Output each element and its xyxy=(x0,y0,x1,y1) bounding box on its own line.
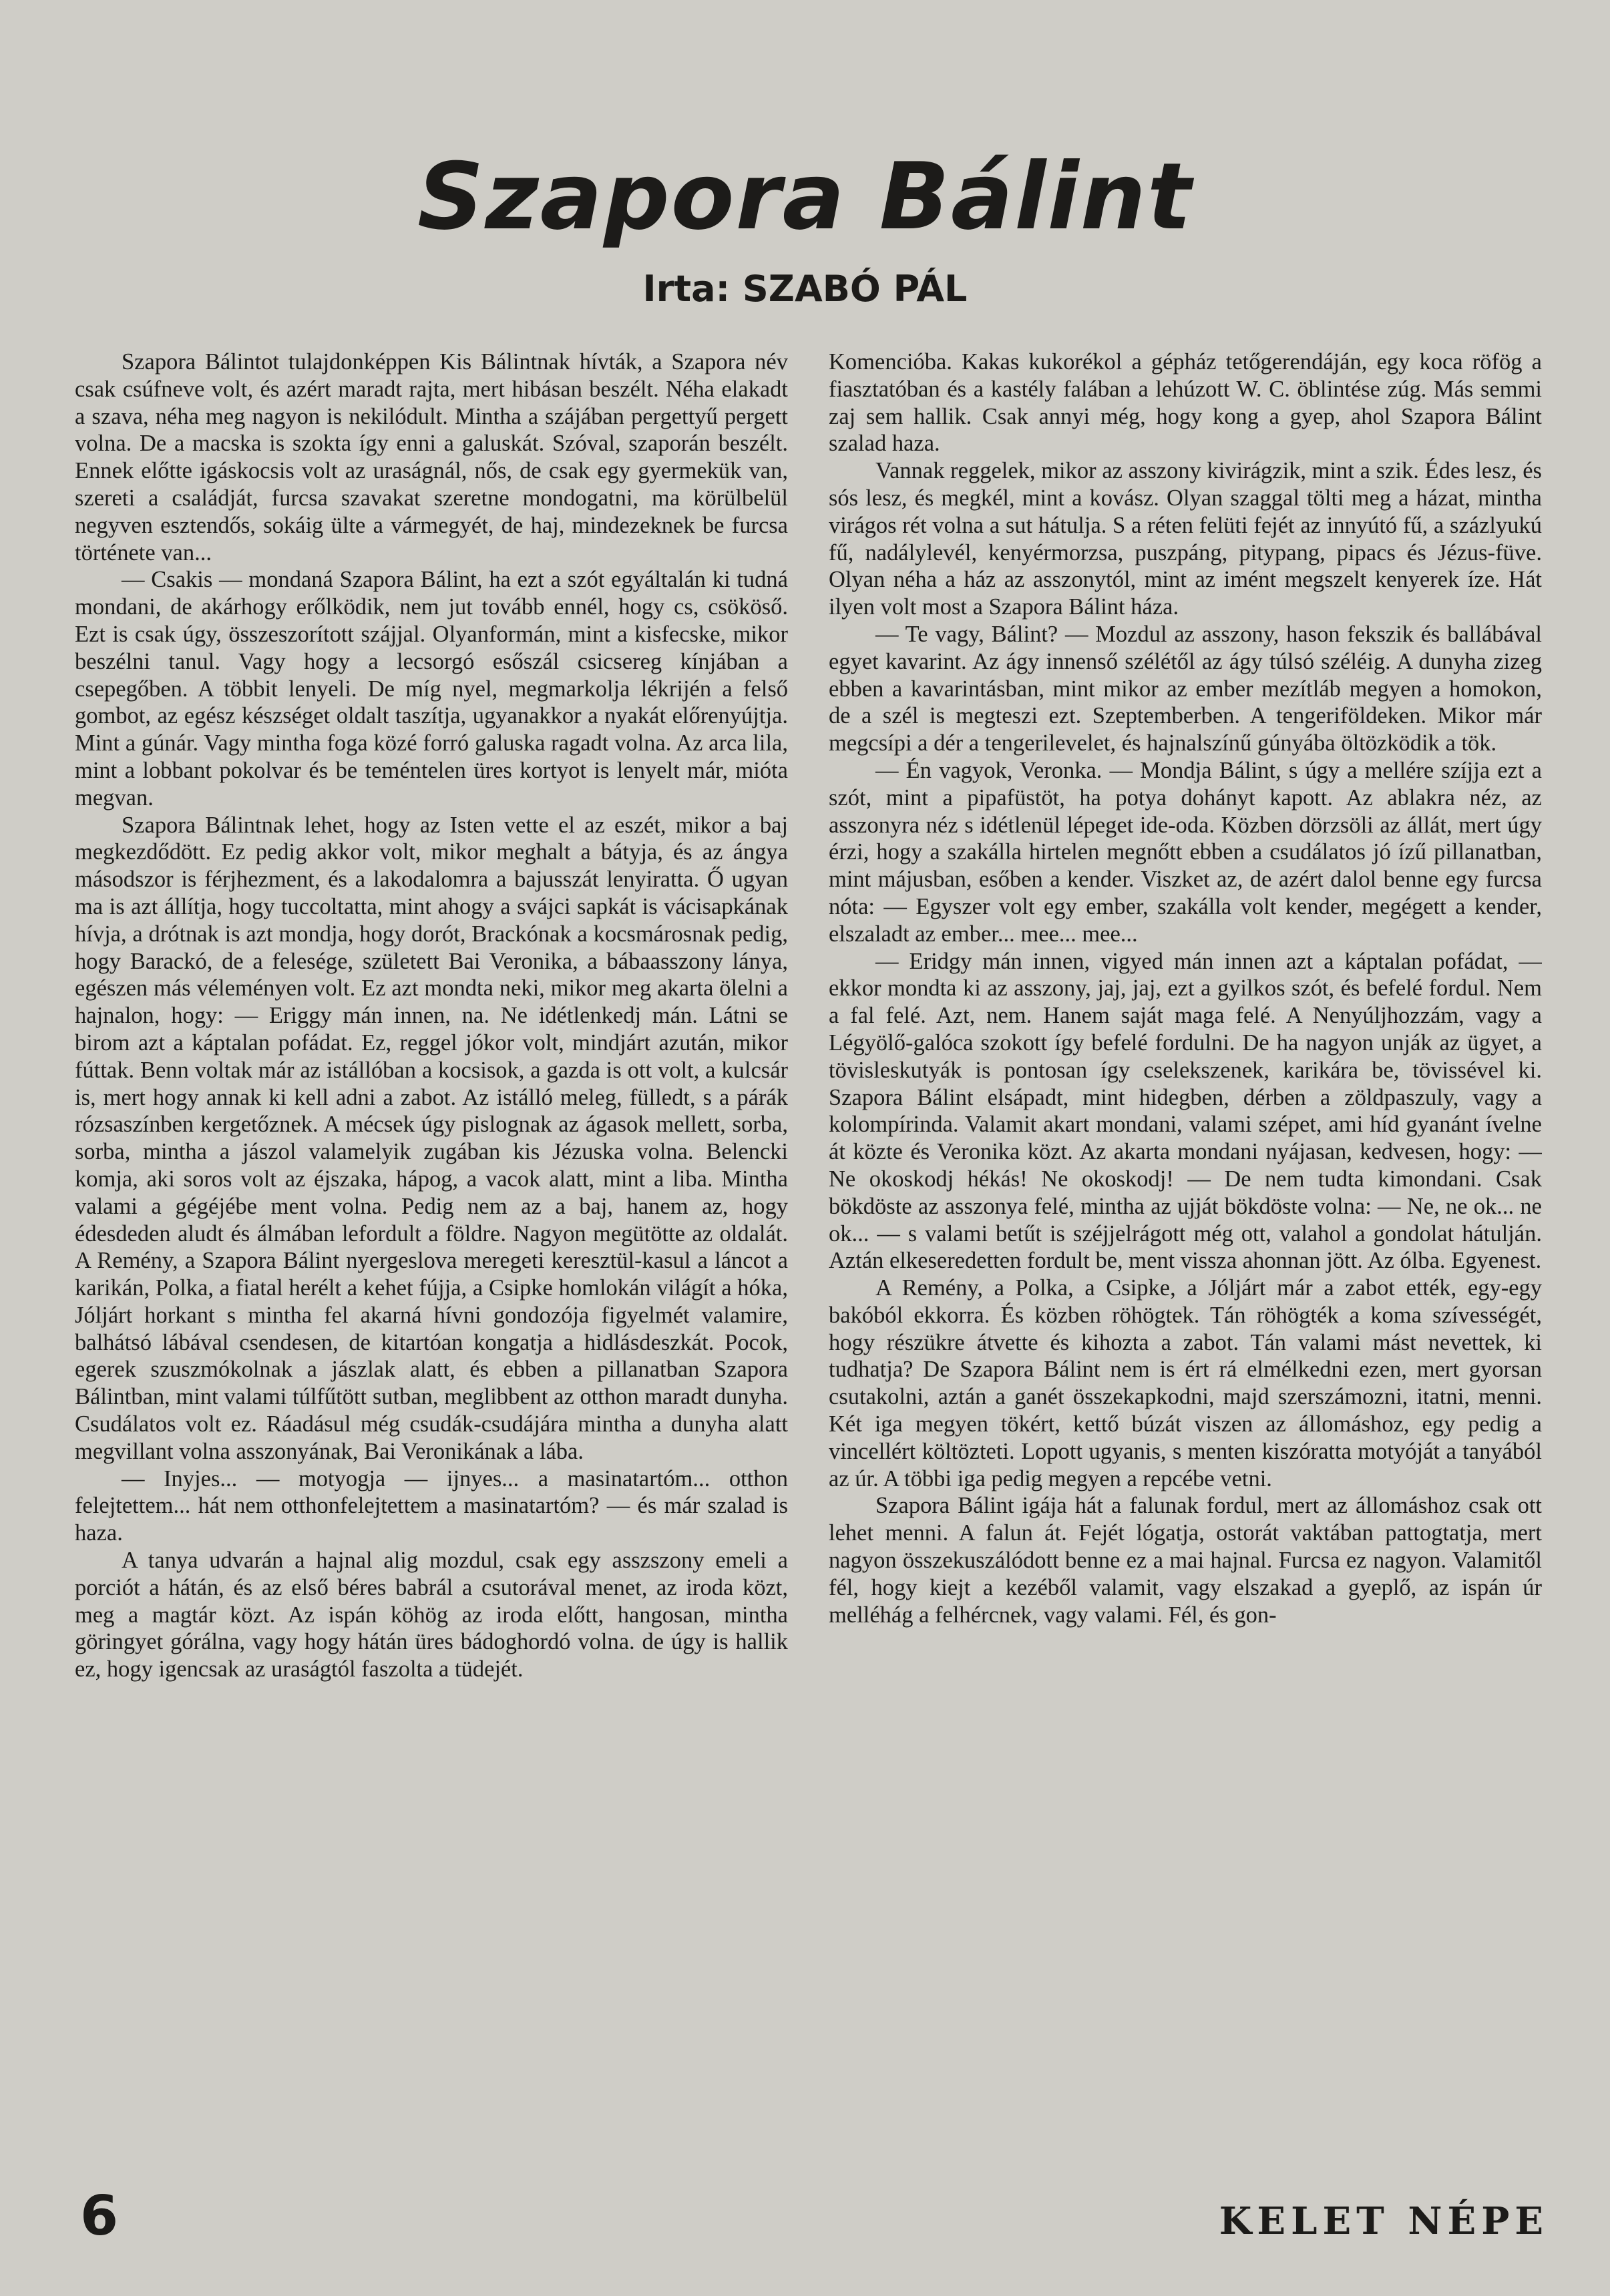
paragraph: A tanya udvarán a hajnal alig mozdul, csak egy asszszony emeli a porciót a hátán, és az első béres babrál a csutorával menet, az iroda közt, meg a magtár közt. Az ispán köhög az iroda előtt, hangosan, mintha göringyet górálna, vagy hogy hátán üres bádoghordó volna. de úgy is hallik ez, hogy igencsak az uraságtól faszolta a tüdejét. xyxy=(75,1548,788,1682)
article-byline: Irta: SZABÓ PÁL xyxy=(642,268,968,310)
paragraph: A Remény, a Polka, a Csipke, a Jóljárt már a zabot ették, egy-egy bakóból ekkorra. És közben röhögtek. Tán röhögték a koma szívességét, hogy részükre átvette és kihozta a zabot. Tán valami mást nevettek, ki tudhatja? De Szapora Bálint nem is ért rá elmélkedni ezen, mert gyorsan csutakolni, aztán a ganét összekapkodni, majd szerszámozni, itatni, menni. Két iga megyen tökért, kettő búzát viszen az állomáshoz, egy pedig a vincellért költözteti. Lopott ugyanis, s menten kiszóratta motyóját a tanyából az úr. A többi iga pedig megyen a repcébe vetni. xyxy=(829,1275,1542,1491)
left-column xyxy=(75,349,788,2171)
paragraph: — Én vagyok, Veronka. — Mondja Bálint, s úgy a mellére szíjja ezt a szót, mint a pipafüstöt, ha potya dohányt kapott. Az ablakra néz, az asszonyra néz s idétlenül lépeget ide-oda. Közben dörzsöli az állát, mert úgy érzi, hogy a szakálla hirtelen megnőtt ebben a csudálatos jó ízű pillanatban, mint májusban, esőben a kender. Viszket az, de azért dalol benne egy furcsa nóta: — Egyszer volt egy ember, szakálla volt kender, megégett a kender, elszaladt az ember... mee... mee... xyxy=(829,757,1542,947)
paragraph: Komencióba. Kakas kukorékol a gépház tetőgerendáján, egy koca röfög a fiasztatóban és a kastély falában a lehúzott W. C. öblintése zúg. Más semmi zaj sem hallik. Csak annyi még, hogy kong a gyep, ahol Szapora Bálint szalad haza. xyxy=(829,349,1542,457)
magazine-name: KELET NÉPE xyxy=(1219,2199,1549,2243)
page-number: 6 xyxy=(80,2185,119,2248)
paragraph: — Eridgy mán innen, vigyed mán innen azt a káptalan pofádat, — ekkor mondta ki az asszony, jaj, jaj, ezt a gyilkos szót, és befelé fordul. Nem a fal felé. Azt, nem. Hanem saját maga felé. A Nenyúljhozzám, vagy a Légyölő-galóca szokott így befelé fordulni. De ha nagyon unják az ügyet, a tövisleskutyák is pontosan így cselekszenek, karikára be, tövissével ki. Szapora Bálint elsápadt, mint hidegben, dérben a zöldpaszuly, vagy a kolompírinda. Valamit akart mondani, valami szépet, ami híd gyanánt ívelne át közte és Veronika közt. Az akarta mondani nyájasan, kedvesen, hogy: — Ne okoskodj hékás! Ne okoskodj! — De nem tudta kimondani. Csak bökdöste az asszonya felé, mintha az ujját bökdöste volna: — Ne, ne ok... ne ok... — s valami betűt is széjjelrágott még ott, valahol a gondolat hátulján. Aztán elkeseredetten fordult be, ment vissza ahonnan jött. Az ólba. Egyenest. xyxy=(829,948,1542,1274)
paragraph: — Te vagy, Bálint? — Mozdul az asszony, hason fekszik és ballábával egyet kavarint. Az ágy innenső szélétől az ágy túlsó széléig. A dunyha zizeg ebben a kavarintásban, mint mikor az ember mezítláb megyen a homokon, de a szél is megteszi ezt. Szeptemberben. A tengeriföldeken. Mikor már megcsípi a dér a tengerilevelet, és hajnalszínű gúnyába öltözködik a tök. xyxy=(829,621,1542,756)
paragraph: Szapora Bálintnak lehet, hogy az Isten vette el az eszét, mikor a baj megkezdődött. Ez pedig akkor volt, mikor meghalt a bátyja, és az ángya másodszor is férjhezment, és a lakodalomra a bajusszát lenyiratta. Ő ugyan ma is azt állítja, hogy tuccoltatta, mint ahogy a svájci sapkát is vácisapkának hívja, a drótnak is azt mondja, hogy dorót, Brackónak a kocsmárosnak pedig, hogy Barackó, de a felesége, született Bai Veronika, a bábaasszony lánya, egészen más véleményen volt. Ez azt mondta neki, mikor meg akarta ölelni a hajnalon, hogy: — Eriggy mán innen, na. Ne idétlenkedj mán. Látni se birom azt a káptalan pofádat. Ez, reggel jókor volt, mindjárt azután, mikor fúttak. Benn voltak már az istállóban a kocsisok, a gazda is ott volt, a kulcsár is, mert hogy annak ki kell adni a zabot. Az istálló meleg, fülledt, s a párák rózsaszínben kergetőznek. A mécsek úgy pislognak az ágasok mellett, sorba, sorba, mintha a jászol valamelyik zugában kis Jézuska volna. Belencki komja, aki soros volt az éjszaka, hápog, a vacok alatt, mint a liba. Mintha valami a gégéjébe ment volna. Pedig nem az a baj, hanem az, hogy édesdeden aludt és álmában lefordult a földre. Nagyon megütötte az oldalát. A Remény, a Szapora Bálint nyergeslova meregeti keresztül-kasul a láncot a karikán, Polka, a fiatal herélt a kehet fújja, a Csipke homlokán világít a hóka, Jóljárt horkant s mintha fel akarná hívni gondozója figyelmét valamire, balhátsó lábával csendesen, de kitartóan kongatja a hidlásdeszkát. Pocok, egerek szuszmókolnak a jászlak alatt, és ebben a pillanatban Szapora Bálintban, mint valami túlfűtött sutban, meglibbent az otthon maradt dunyha. Csudálatos volt ez. Ráadásul még csudák-csudájára mintha a dunyha alatt megvillant volna asszonyának, Bai Veronikának a lába. xyxy=(75,812,788,1464)
paragraph: — Csakis — mondaná Szapora Bálint, ha ezt a szót egyáltalán ki tudná mondani, de akárhogy erőlködik, nem jut tovább ennél, hogy cs, csököső. Ezt is csak úgy, összeszorított szájjal. Olyanformán, mint a kisfecske, mikor beszélni tanul. Vagy hogy a lecsorgó esőszál csicsereg kínjában a csepegőben. A többit lenyeli. De míg nyel, megmarkolja lékrijén a felső gombot, az egész készséget oldalt taszítja, ugyanakkor a nyakát előrenyújtja. Mint a gúnár. Vagy mintha foga közé forró galuska ragadt volna. Az arca lila, mint a lobbant pokolvar és be teméntelen üres kortyot is lenyelt már, mióta megvan. xyxy=(75,567,788,811)
paragraph: — Inyjes... — motyogja — ijnyes... a masinatartóm... otthon felejtettem... hát nem otthonfelejtettem a masinatartóm? — és már szalad is haza. xyxy=(75,1465,788,1546)
paragraph: Szapora Bálint igája hát a falunak fordul, mert az állomáshoz csak ott lehet menni. A falun át. Fejét lógatja, ostorát vaktában pattogtatja, mert nagyon összekuszálódott benne ez a mai hajnal. Furcsa ez nagyon. Valamitől fél, hogy kiejt a kezéből valamit, vagy elszakad a gyeplő, az ispán úr melléhág a felhércnek, vagy valami. Fél, és gon- xyxy=(829,1493,1542,1628)
paragraph: Szapora Bálintot tulajdonképpen Kis Bálintnak hívták, a Szapora név csak csúfneve volt, és azért maradt rajta, mert hibásan beszélt. Néha elakadt a szava, néha meg nagyon is nekilódult. Mintha a szájában pergettyű pergett volna. De a macska is szokta így enni a galuskát. Szóval, szaporán beszélt. Ennek előtte igáskocsis volt az uraságnál, nős, de csak egy gyermekük van, szereti a családját, furcsa szavakat szeretne mondogatni, ma körülbelül negyven esztendős, sokáig ülte a vármegyét, de haj, mindezeknek be furcsa története van... xyxy=(75,349,788,565)
article-title: Szapora Bálint xyxy=(417,143,1193,250)
right-column xyxy=(829,349,1542,2171)
paragraph: Vannak reggelek, mikor az asszony kivirágzik, mint a szik. Édes lesz, és sós lesz, és megkél, mint a kovász. Olyan szaggal tölti meg a házat, mintha virágos rét volna a sut hátulja. S a réten felüti fejét az innyútó fű, a százlyukú fű, nadálylevél, kenyérmorzsa, puszpáng, pitypang, pipacs és Jézus-füve. Olyan néha a ház az asszonytól, mint az imént megszelt kenyerek íze. Hát ilyen volt most a Szapora Bálint háza. xyxy=(829,458,1542,620)
